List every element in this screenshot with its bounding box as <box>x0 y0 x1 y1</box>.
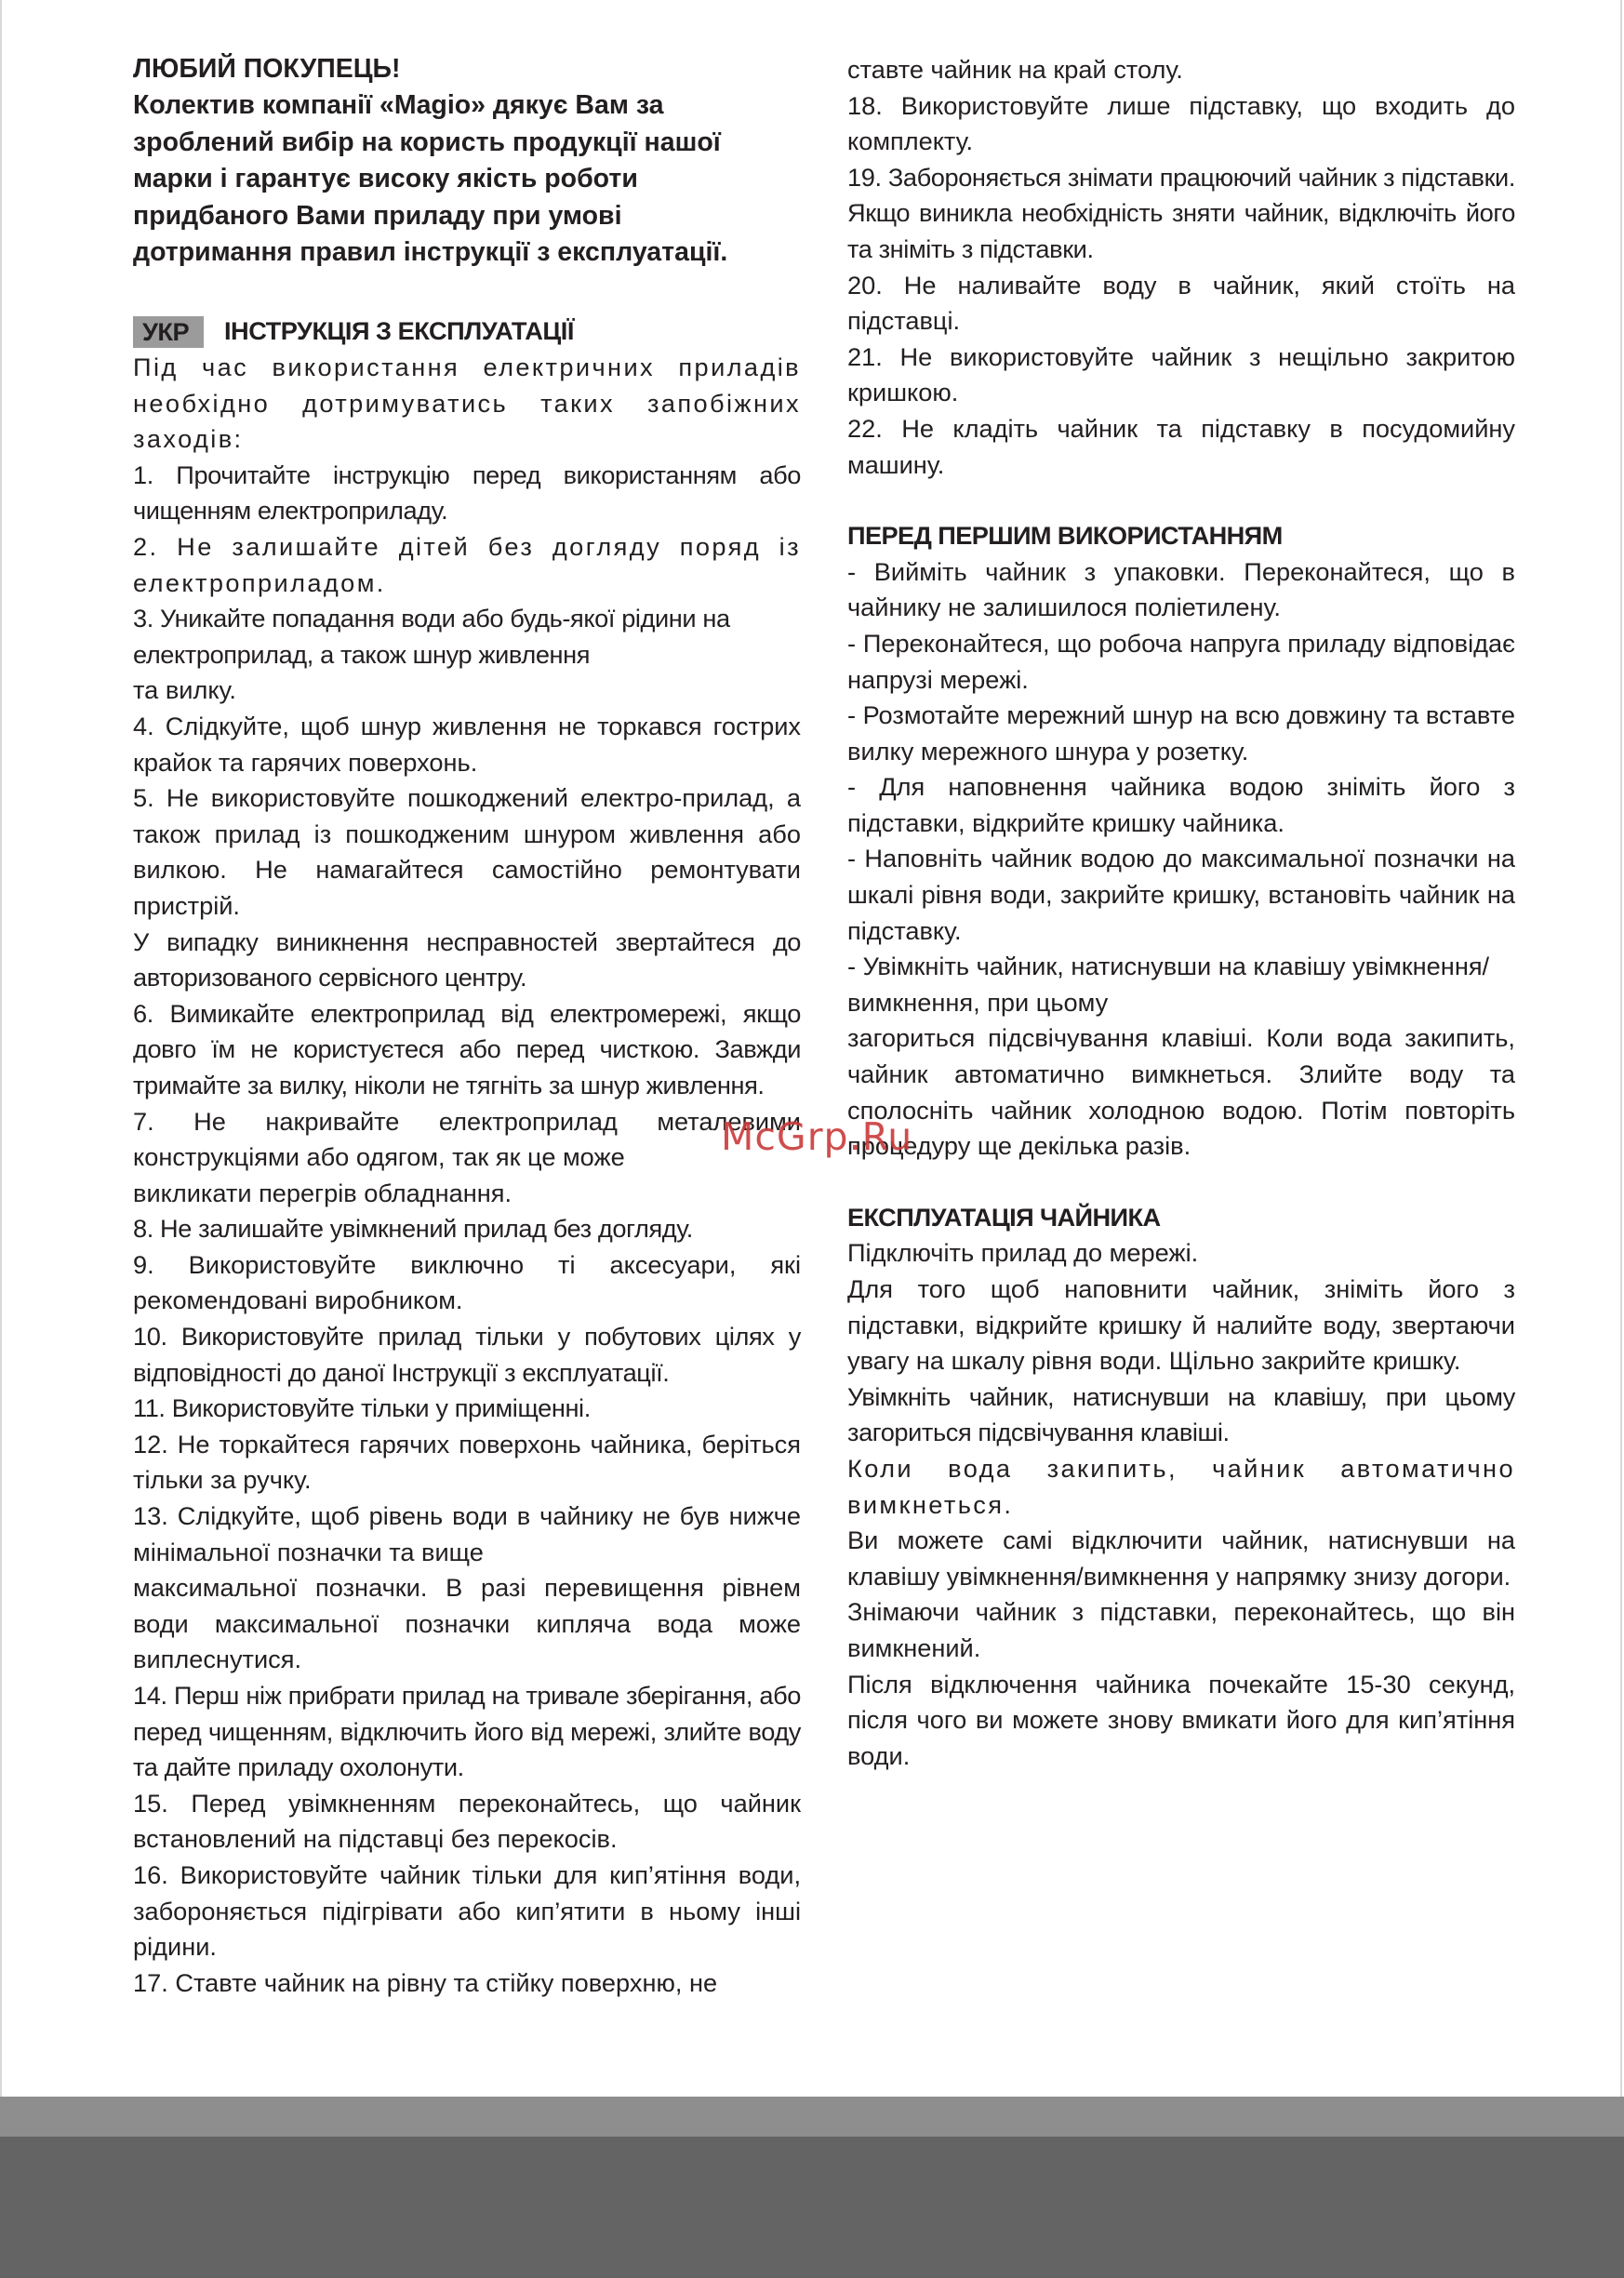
intro-block <box>133 51 801 271</box>
paragraph: Підключіть прилад до мережі. <box>847 1238 1199 1268</box>
paragraph: - Вийміть чайник з упаковки. Переконайтеся, що в чайнику не залишилося поліетилену. <box>847 556 1515 622</box>
paragraph: ставте чайник на край столу. <box>847 55 1183 84</box>
section-spacer <box>847 483 1515 518</box>
section-header-instructions <box>133 313 801 350</box>
greeting: ЛЮБИЙ ПОКУПЕЦЬ! <box>133 54 401 84</box>
paragraph: 7. Не накривайте електроприлад металевими конструкціями або одягом, так як це може <box>133 1106 801 1172</box>
paragraph: - Для наповнення чайника водою зніміть його з підставки, відкрийте кришку чайника. <box>847 772 1515 837</box>
paragraph: 14. Перш ніж прибрати прилад на тривале зберігання, або перед чищенням, відключить його від мережі, злийте воду та дайте приладу охолонути. <box>133 1681 801 1782</box>
paragraph: - Увімкніть чайник, натиснувши на клавішу увімкнення/вимкнення, при цьому <box>847 952 1490 1017</box>
paragraph: 10. Використовуйте прилад тільки у побутових цілях у відповідності до даної Інструкції з експлуатації. <box>133 1322 801 1387</box>
paragraph: 16. Використовуйте чайник тільки для кип’ятіння води, забороняється підігрівати або кип’ятити в ньому інші рідини. <box>133 1859 801 1962</box>
intro-line: дотримання правил інструкції з експлуатації. <box>133 237 728 268</box>
paragraph: 17. Ставте чайник на рівну та стійку поверхню, не <box>133 1967 718 1997</box>
intro-line: зроблений вибір на користь продукції нашої <box>133 127 721 157</box>
paragraph: Ви можете самі відключити чайник, натиснувши на клавішу увімкнення/вимкнення у напрямку знизу догори. <box>847 1525 1515 1591</box>
paragraph: - Переконайтеся, що робоча напруга приладу відповідає напрузі мережі. <box>847 628 1515 694</box>
paragraph: - Наповніть чайник водою до максимальної позначки на шкалі рівня води, закрийте кришку, встановіть чайник на підставку. <box>847 844 1515 945</box>
paragraph: Для того щоб наповнити чайник, зніміть його з підставки, відкрийте кришку й налийте воду, звертаючи увагу на шкалу рівня води. Щільно закрийте кришку. <box>847 1274 1515 1376</box>
footer-band-light <box>0 2097 1624 2137</box>
watermark: McGrp.Ru <box>721 1114 913 1159</box>
paragraph: 6. Вимикайте електроприлад від електромережі, якщо довго їм не користуєтеся або перед чисткою. Завжди тримайте за вилку, ніколи не тягніть за шнур живлення. <box>133 998 801 1099</box>
paragraph: загориться підсвічування клавіші. Коли вода закипить, чайник автоматично вимкнеться. Злийте воду та сполосніть чайник холодною водою. Потім повторіть процедуру ще декілька разів. <box>847 1023 1515 1161</box>
section-title-operation: ЕКСПЛУАТАЦІЯ ЧАЙНИКА <box>847 1202 1161 1232</box>
paragraph: та вилку. <box>133 675 236 705</box>
footer-band-dark <box>0 2137 1624 2278</box>
paragraph: 22. Не кладіть чайник та підставку в посудомийну машину. <box>847 413 1515 479</box>
paragraph: 4. Слідкуйте, щоб шнур живлення не торкався гострих крайок та гарячих поверхонь. <box>133 711 801 777</box>
section-spacer <box>847 1165 1515 1200</box>
intro-line: придбаного Вами приладу при умові <box>133 200 622 231</box>
paragraph: 3. Уникайте попадання води або будь-якої рідини на електроприлад, а також шнур живлення <box>133 604 730 669</box>
paragraph: Під час використання електричних приладів необхідно дотримуватись таких запобіжних заходів: <box>133 353 801 454</box>
paragraph: 18. Використовуйте лише підставку, що входить до комплекту. <box>847 90 1515 156</box>
paragraph: Знімаючи чайник з підставки, переконайтесь, що він вимкнений. <box>847 1597 1515 1662</box>
section-title-first-use: ПЕРЕД ПЕРШИМ ВИКОРИСТАННЯМ <box>847 521 1283 551</box>
paragraph: 5. Не використовуйте пошкоджений електро-прилад, а також прилад із пошкодженим шнуром живлення або вилкою. Не намагайтеся самостійно ремонтувати пристрій. <box>133 783 801 920</box>
paragraph: 19. Забороняється знімати працюючий чайник з підставки. Якщо виникла необхідність зняти чайник, відключіть його та зніміть з підставки. <box>847 162 1515 263</box>
language-badge: УКР <box>133 316 204 348</box>
paragraph: 13. Слідкуйте, щоб рівень води в чайнику не був нижче мінімальної позначки та вище <box>133 1501 801 1566</box>
paragraph: 20. Не наливайте воду в чайник, який стоїть на підставці. <box>847 270 1515 336</box>
paragraph: 11. Використовуйте тільки у приміщенні. <box>133 1393 591 1423</box>
paragraph: Увімкніть чайник, натиснувши на клавішу, при цьому загориться підсвічування клавіші. <box>847 1381 1515 1447</box>
paragraph: - Розмотайте мережний шнур на всю довжину та вставте вилку мережного шнура у розетку. <box>847 700 1515 766</box>
paragraph: 1. Прочитайте інструкцію перед використанням або чищенням електроприладу. <box>133 460 801 526</box>
paragraph: 8. Не залишайте увімкнений прилад без догляду. <box>133 1214 693 1244</box>
intro-line: Колектив компанії «Magio» дякує Вам за <box>133 90 664 121</box>
paragraph: 2. Не залишайте дітей без догляду поряд із електроприладом. <box>133 532 801 597</box>
paragraph: викликати перегрів обладнання. <box>133 1178 512 1207</box>
paragraph: 21. Не використовуйте чайник з нещільно закритою кришкою. <box>847 341 1515 407</box>
paragraph: У випадку виникнення несправностей звертайтеся до авторизованого сервісного центру. <box>133 926 801 992</box>
left-column <box>133 51 801 2001</box>
paragraph: 12. Не торкайтеся гарячих поверхонь чайника, беріться тільки за ручку. <box>133 1429 801 1495</box>
paragraph: Після відключення чайника почекайте 15-30 секунд, після чого ви можете знову вмикати його для кип’ятіння води. <box>847 1669 1515 1770</box>
paragraph: 9. Використовуйте виключно ті аксесуари, які рекомендовані виробником. <box>133 1249 801 1315</box>
right-column <box>847 52 1515 1774</box>
section-title: ІНСТРУКЦІЯ З ЕКСПЛУАТАЦІЇ <box>224 316 574 346</box>
intro-line: марки і гарантує високу якість роботи <box>133 164 638 194</box>
paragraph: 15. Перед увімкненням переконайтесь, що чайник встановлений на підставці без перекосів. <box>133 1788 801 1854</box>
paragraph: максимальної позначки. В разі перевищення рівнем води максимальної позначки кипляча вода може виплеснутися. <box>133 1573 801 1674</box>
paragraph: Коли вода закипить, чайник автоматично вимкнеться. <box>847 1453 1515 1519</box>
